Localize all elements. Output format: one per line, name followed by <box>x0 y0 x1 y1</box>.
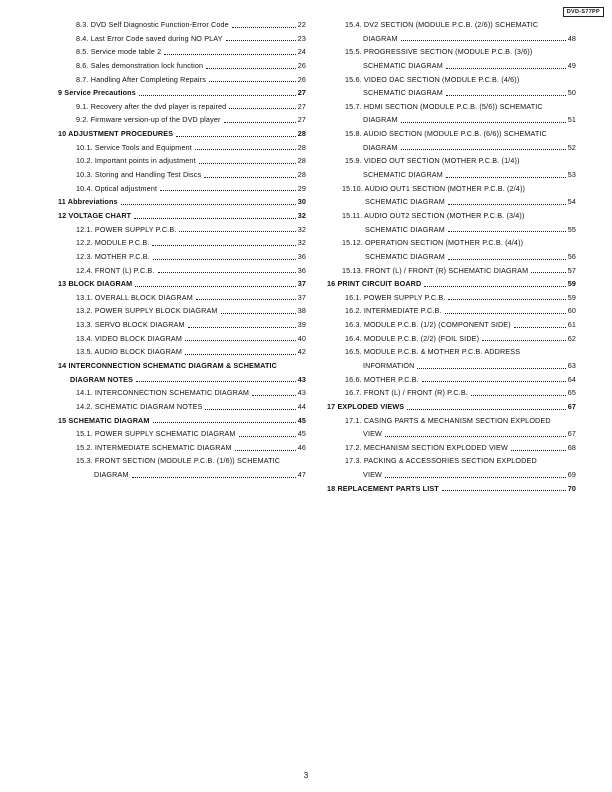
toc-entry-title: 14.2. SCHEMATIC DIAGRAM NOTES <box>76 401 203 411</box>
toc-entry-page: 56 <box>567 251 576 261</box>
dot-leader <box>232 27 296 28</box>
dot-leader <box>139 95 296 96</box>
dot-leader <box>446 177 566 178</box>
dot-leader <box>448 259 566 260</box>
toc-entry-page: 36 <box>297 251 306 261</box>
toc-entry-title: 12 VOLTAGE CHART <box>58 210 132 220</box>
toc-entry[interactable] <box>327 373 576 387</box>
dot-leader <box>442 490 566 491</box>
toc-entry-title: 8.4. Last Error Code saved during NO PLAY <box>76 33 223 43</box>
toc-entry-title: 12.1. POWER SUPPLY P.C.B. <box>76 224 177 234</box>
toc-entry[interactable] <box>58 264 306 278</box>
toc-entry-page: 70 <box>567 483 576 493</box>
toc-entry-page: 32 <box>297 224 306 234</box>
toc-entry[interactable] <box>327 250 576 264</box>
toc-entry-title: 15.5. PROGRESSIVE SECTION (MODULE P.C.B. (3/6)) <box>345 47 533 57</box>
toc-entry-title: 17.2. MECHANISM SECTION EXPLODED VIEW <box>345 442 508 452</box>
toc-entry-title: 16.4. MODULE P.C.B. (2/2) (FOIL SIDE) <box>345 333 480 343</box>
toc-entry-title: 16.7. FRONT (L) / FRONT (R) P.C.B. <box>345 388 468 398</box>
toc-entry-title: SCHEMATIC DIAGRAM <box>365 224 445 234</box>
dot-leader <box>511 450 566 451</box>
toc-entry[interactable] <box>58 141 306 155</box>
toc-entry-title: 15.7. HDMI SECTION (MODULE P.C.B. (5/6)) SCHEMATIC <box>345 101 543 111</box>
toc-entry-page: 45 <box>297 429 306 439</box>
dot-leader <box>221 313 296 314</box>
toc-entry[interactable] <box>58 427 306 441</box>
toc-entry-title: 8.3. DVD Self Diagnostic Function-Error Code <box>76 19 229 29</box>
toc-entry-page: 26 <box>297 74 306 84</box>
toc-entry-title: SCHEMATIC DIAGRAM <box>363 60 443 70</box>
toc-entry[interactable] <box>58 400 306 414</box>
toc-entry-title: 14 INTERCONNECTION SCHEMATIC DIAGRAM & SCHEMATIC <box>58 361 277 370</box>
toc-entry-title: 13.1. OVERALL BLOCK DIAGRAM <box>76 292 193 302</box>
toc-entry[interactable] <box>58 455 306 469</box>
toc-entry[interactable] <box>58 45 306 59</box>
toc-entry[interactable] <box>327 264 576 278</box>
dot-leader <box>385 436 566 437</box>
toc-entry-page: 45 <box>297 415 306 425</box>
toc-entry[interactable] <box>327 100 576 114</box>
dot-leader <box>134 218 295 219</box>
toc-entry-page: 26 <box>297 60 306 70</box>
toc-entry[interactable] <box>327 195 576 209</box>
toc-entry-page: 57 <box>567 265 576 275</box>
toc-entry[interactable] <box>58 304 306 318</box>
toc-entry[interactable] <box>58 345 306 359</box>
toc-entry-page: 23 <box>297 33 306 43</box>
toc-entry[interactable] <box>327 318 576 332</box>
toc-entry-page: 51 <box>567 115 576 125</box>
toc-entry-page: 42 <box>297 347 306 357</box>
toc-entry-page: 37 <box>297 279 306 289</box>
toc-entry-title: 8.7. Handling After Completing Repairs <box>76 74 206 84</box>
toc-entry[interactable] <box>327 400 576 414</box>
toc-entry[interactable] <box>58 441 306 455</box>
toc-entry[interactable] <box>58 318 306 332</box>
toc-entry-title: 15.13. FRONT (L) / FRONT (R) SCHEMATIC DIAGRAM <box>342 265 529 275</box>
toc-entry-page: 59 <box>567 292 576 302</box>
toc-entry-title: DIAGRAM <box>363 115 398 125</box>
toc-entry[interactable] <box>327 332 576 346</box>
model-number-badge: DVD-S77PP <box>563 7 604 17</box>
toc-entry-page: 28 <box>297 170 306 180</box>
toc-entry-page: 52 <box>567 142 576 152</box>
dot-leader <box>401 149 566 150</box>
toc-entry-page: 53 <box>567 170 576 180</box>
toc-entry-title: 17.3. PACKING & ACCESSORIES SECTION EXPLODED <box>345 456 537 466</box>
toc-entry-title: 15.9. VIDEO OUT SECTION (MOTHER P.C.B. (1/4)) <box>345 156 520 166</box>
toc-entry-page: 69 <box>567 470 576 480</box>
toc-entry[interactable] <box>327 468 576 482</box>
toc-entry-title: 16 PRINT CIRCUIT BOARD <box>327 279 422 289</box>
toc-entry-title: 15.8. AUDIO SECTION (MODULE P.C.B. (6/6)) SCHEMATIC <box>345 129 547 139</box>
toc-entry[interactable] <box>58 195 306 209</box>
dot-leader <box>531 272 565 273</box>
toc-entry-title: SCHEMATIC DIAGRAM <box>365 251 445 261</box>
toc-entry[interactable] <box>58 359 306 373</box>
toc-entry[interactable] <box>58 113 306 127</box>
toc-entry-page: 49 <box>567 60 576 70</box>
toc-entry-title: 10 ADJUSTMENT PROCEDURES <box>58 129 174 139</box>
toc-entry-page: 62 <box>567 333 576 343</box>
toc-entry-title: INFORMATION <box>363 361 415 370</box>
toc-entry[interactable] <box>327 113 576 127</box>
toc-entry-title: 18 REPLACEMENT PARTS LIST <box>327 483 439 493</box>
toc-entry[interactable] <box>327 32 576 46</box>
toc-entry-page: 32 <box>297 238 306 248</box>
dot-leader <box>235 450 296 451</box>
dot-leader <box>160 190 296 191</box>
dot-leader <box>188 327 296 328</box>
toc-entry-title: 9.1. Recovery after the dvd player is repaired <box>76 101 227 111</box>
toc-entry-title: 10.2. Important points in adjustment <box>76 156 196 166</box>
toc-entry-title: 15.11. AUDIO OUT2 SECTION (MOTHER P.C.B. (3/4)) <box>342 210 525 220</box>
toc-entry-page: 27 <box>297 115 306 125</box>
toc-entry-title: 8.5. Service mode table 2 <box>76 47 162 57</box>
toc-entry[interactable] <box>58 18 306 32</box>
toc-entry-title: 15.6. VIDEO DAC SECTION (MODULE P.C.B. (4/6)) <box>345 74 520 84</box>
dot-leader <box>446 95 566 96</box>
toc-entry-title: 15.2. INTERMEDIATE SCHEMATIC DIAGRAM <box>76 442 232 452</box>
toc-entry-title: 13.5. AUDIO BLOCK DIAGRAM <box>76 347 183 357</box>
toc-entry-page: 55 <box>567 224 576 234</box>
toc-entry-title: SCHEMATIC DIAGRAM <box>365 197 445 207</box>
toc-entry[interactable] <box>58 277 306 291</box>
toc-left-column <box>58 18 306 482</box>
toc-entry[interactable] <box>327 209 576 223</box>
toc-entry-title: 8.6. Sales demonstration lock function <box>76 60 204 70</box>
toc-entry-title: SCHEMATIC DIAGRAM <box>363 88 443 98</box>
toc-entry-page: 28 <box>297 142 306 152</box>
toc-entry[interactable] <box>327 223 576 237</box>
toc-entry[interactable] <box>327 236 576 250</box>
dot-leader <box>471 395 566 396</box>
toc-entry[interactable] <box>58 168 306 182</box>
dot-leader <box>153 259 296 260</box>
toc-entry[interactable] <box>58 127 306 141</box>
dot-leader <box>205 409 295 410</box>
toc-entry-page: 44 <box>297 401 306 411</box>
toc-entry-page: 37 <box>297 292 306 302</box>
toc-entry[interactable] <box>327 277 576 291</box>
toc-entry[interactable] <box>58 154 306 168</box>
dot-leader <box>176 136 296 137</box>
toc-entry[interactable] <box>327 182 576 196</box>
dot-leader <box>514 327 566 328</box>
toc-entry[interactable] <box>327 482 576 496</box>
toc-entry-page: 60 <box>567 306 576 316</box>
toc-entry[interactable] <box>58 59 306 73</box>
toc-entry-title: 16.2. INTERMEDIATE P.C.B. <box>345 306 442 316</box>
toc-entry-title: 12.2. MODULE P.C.B. <box>76 238 150 248</box>
toc-entry[interactable] <box>58 332 306 346</box>
dot-leader <box>179 231 295 232</box>
toc-entry[interactable] <box>58 236 306 250</box>
toc-entry[interactable] <box>327 359 576 373</box>
dot-leader <box>185 340 296 341</box>
toc-entry[interactable] <box>58 373 306 387</box>
dot-leader <box>417 368 565 369</box>
toc-entry-title: 17 EXPLODED VIEWS <box>327 401 405 411</box>
toc-entry[interactable] <box>58 86 306 100</box>
toc-entry-title: 12.4. FRONT (L) P.C.B. <box>76 265 155 275</box>
dot-leader <box>224 122 296 123</box>
toc-entry-page: 39 <box>297 320 306 330</box>
toc-entry-title: 15.4. DV2 SECTION (MODULE P.C.B. (2/6)) SCHEMATIC <box>345 19 539 29</box>
toc-entry-page: 38 <box>297 306 306 316</box>
dot-leader <box>153 422 296 423</box>
dot-leader <box>185 354 296 355</box>
toc-entry-title: VIEW <box>363 429 382 439</box>
toc-entry[interactable] <box>327 168 576 182</box>
toc-entry[interactable] <box>327 414 576 428</box>
toc-entry-title: 10.3. Storing and Handling Test Discs <box>76 170 202 180</box>
toc-entry-page: 48 <box>567 33 576 43</box>
toc-entry-page: 28 <box>297 156 306 166</box>
toc-entry[interactable] <box>327 455 576 469</box>
toc-entry-page: 29 <box>297 183 306 193</box>
toc-entry[interactable] <box>58 250 306 264</box>
toc-entry-title: DIAGRAM <box>363 142 398 152</box>
toc-entry[interactable] <box>58 291 306 305</box>
toc-entry-title: 10.1. Service Tools and Equipment <box>76 142 192 152</box>
toc-entry[interactable] <box>327 86 576 100</box>
toc-entry-title: 15.3. FRONT SECTION (MODULE P.C.B. (1/6)) SCHEMATIC <box>76 456 281 466</box>
toc-entry-page: 32 <box>297 210 306 220</box>
toc-entry-page: 65 <box>567 388 576 398</box>
toc-entry-title: 13.3. SERVO BLOCK DIAGRAM <box>76 320 185 330</box>
toc-entry-page: 30 <box>297 197 306 207</box>
dot-leader <box>209 81 296 82</box>
toc-entry-title: DIAGRAM <box>94 470 129 480</box>
toc-entry[interactable] <box>327 345 576 359</box>
toc-entry-title: DIAGRAM <box>363 33 398 43</box>
toc-entry-title: 11 Abbreviations <box>58 197 118 207</box>
dot-leader <box>239 436 296 437</box>
toc-entry-title: 16.5. MODULE P.C.B. & MOTHER P.C.B. ADDRESS <box>345 347 521 357</box>
toc-entry-page: 64 <box>567 374 576 384</box>
toc-entry-page: 24 <box>297 47 306 57</box>
toc-entry-page: 47 <box>297 470 306 480</box>
dot-leader <box>422 381 566 382</box>
toc-entry-page: 68 <box>567 442 576 452</box>
toc-entry-page: 67 <box>567 429 576 439</box>
dot-leader <box>445 313 566 314</box>
toc-entry-title: 16.6. MOTHER P.C.B. <box>345 374 419 384</box>
dot-leader <box>446 68 566 69</box>
toc-entry-page: 59 <box>567 279 576 289</box>
toc-entry-page: 28 <box>297 129 306 139</box>
toc-entry[interactable] <box>58 209 306 223</box>
toc-right-column <box>327 18 576 495</box>
toc-entry[interactable] <box>327 441 576 455</box>
toc-entry[interactable] <box>327 127 576 141</box>
dot-leader <box>152 245 295 246</box>
dot-leader <box>164 54 295 55</box>
dot-leader <box>448 299 565 300</box>
toc-entry-page: 67 <box>567 401 576 411</box>
toc-entry-title: 17.1. CASING PARTS & MECHANISM SECTION EXPLODED <box>345 415 551 425</box>
toc-entry-title: 15.10. AUDIO OUT1 SECTION (MOTHER P.C.B. (2/4)) <box>342 183 526 193</box>
dot-leader <box>401 122 566 123</box>
toc-entry-page: 50 <box>567 88 576 98</box>
toc-entry-title: 15.12. OPERATION SECTION (MOTHER P.C.B. (4/4)) <box>342 238 524 248</box>
toc-entry[interactable] <box>58 73 306 87</box>
dot-leader <box>482 340 566 341</box>
toc-entry[interactable] <box>58 414 306 428</box>
toc-entry-page: 61 <box>567 320 576 330</box>
toc-entry[interactable] <box>58 182 306 196</box>
toc-entry[interactable] <box>327 427 576 441</box>
dot-leader <box>121 204 296 205</box>
dot-leader <box>158 272 296 273</box>
dot-leader <box>226 40 296 41</box>
toc-entry-title: 13 BLOCK DIAGRAM <box>58 279 133 289</box>
toc-entry-title: 9.2. Firmware version-up of the DVD player <box>76 115 221 125</box>
dot-leader <box>407 409 565 410</box>
dot-leader <box>385 477 566 478</box>
toc-entry-title: 12.3. MOTHER P.C.B. <box>76 251 150 261</box>
toc-entry-title: VIEW <box>363 470 382 480</box>
toc-entry[interactable] <box>327 291 576 305</box>
toc-entry-page: 36 <box>297 265 306 275</box>
toc-entry-page: 27 <box>297 88 306 98</box>
toc-entry-title: 15 SCHEMATIC DIAGRAM <box>58 415 150 425</box>
dot-leader <box>132 477 296 478</box>
toc-entry[interactable] <box>327 154 576 168</box>
dot-leader <box>204 177 295 178</box>
dot-leader <box>195 149 296 150</box>
toc-entry[interactable] <box>58 223 306 237</box>
toc-entry-page: 40 <box>297 333 306 343</box>
dot-leader <box>199 163 296 164</box>
toc-entry[interactable] <box>327 386 576 400</box>
dot-leader <box>196 299 296 300</box>
toc-entry-title: 13.4. VIDEO BLOCK DIAGRAM <box>76 333 183 343</box>
toc-entry-page: 22 <box>297 19 306 29</box>
toc-entry[interactable] <box>327 45 576 59</box>
toc-entry-page: 27 <box>297 101 306 111</box>
toc-entry[interactable] <box>327 141 576 155</box>
toc-entry[interactable] <box>327 18 576 32</box>
dot-leader <box>424 286 565 287</box>
toc-entry-title: 14.1. INTERCONNECTION SCHEMATIC DIAGRAM <box>76 388 250 398</box>
dot-leader <box>136 381 296 382</box>
toc-entry-page: 46 <box>297 442 306 452</box>
toc-entry-title: 13.2. POWER SUPPLY BLOCK DIAGRAM <box>76 306 218 316</box>
dot-leader <box>229 108 295 109</box>
dot-leader <box>448 231 566 232</box>
toc-entry-page: 43 <box>297 388 306 398</box>
toc-entry[interactable] <box>327 59 576 73</box>
dot-leader <box>206 68 296 69</box>
toc-entry-title: SCHEMATIC DIAGRAM <box>363 170 443 180</box>
dot-leader <box>252 395 296 396</box>
toc-entry[interactable] <box>58 386 306 400</box>
toc-entry[interactable] <box>327 304 576 318</box>
toc-entry-title: 10.4. Optical adjustment <box>76 183 158 193</box>
toc-entry-page: 63 <box>567 361 576 370</box>
dot-leader <box>135 286 295 287</box>
toc-entry-title: 16.3. MODULE P.C.B. (1/2) (COMPONENT SIDE) <box>345 320 511 330</box>
toc-entry-page: 43 <box>297 374 306 384</box>
toc-entry[interactable] <box>327 73 576 87</box>
dot-leader <box>448 204 566 205</box>
toc-entry[interactable] <box>58 32 306 46</box>
toc-entry[interactable] <box>58 468 306 482</box>
toc-entry-title: 16.1. POWER SUPPLY P.C.B. <box>345 292 446 302</box>
page-number: 3 <box>303 771 309 780</box>
toc-entry[interactable] <box>58 100 306 114</box>
toc-entry-page: 54 <box>567 197 576 207</box>
dot-leader <box>401 40 566 41</box>
toc-entry-title: 15.1. POWER SUPPLY SCHEMATIC DIAGRAM <box>76 429 236 439</box>
toc-entry-title: DIAGRAM NOTES <box>70 374 134 384</box>
toc-entry-title: 9 Service Precautions <box>58 88 136 98</box>
